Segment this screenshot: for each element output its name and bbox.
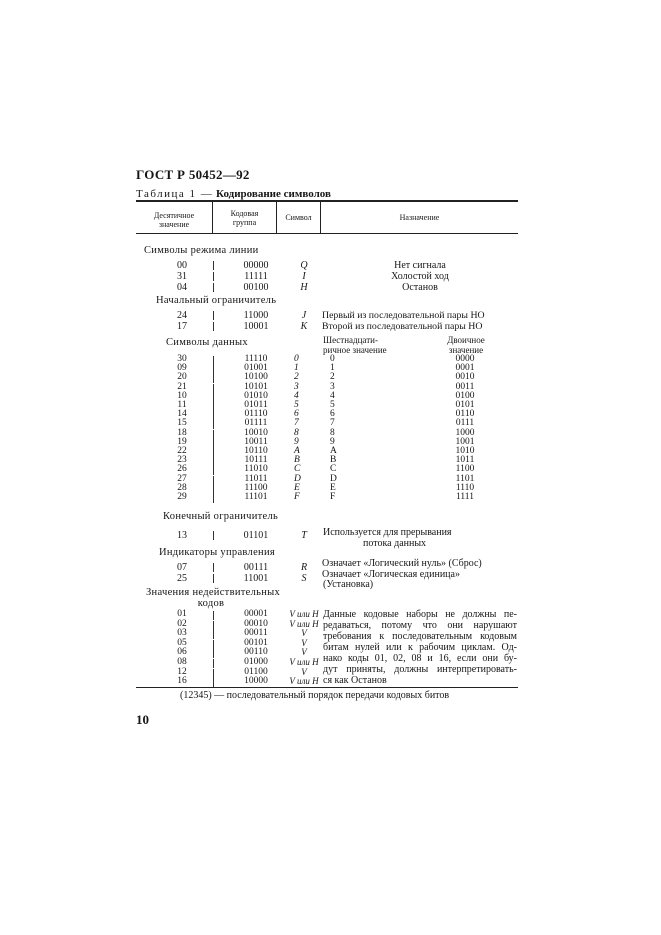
decimal-cell: 28 (177, 482, 187, 493)
code-group-cell: 01001 (244, 363, 268, 374)
header-purpose: Назначение (399, 213, 440, 222)
decimal-cell: 27 (177, 473, 187, 484)
symbol-cell: C (294, 464, 301, 475)
section-invalid-codes: Значения недействительных кодов (146, 587, 281, 609)
description-line: битам нулей или к рабочим циклам. Од- (323, 642, 517, 653)
row-separator-mark (213, 531, 214, 540)
binary-value-cell: 0011 (455, 381, 475, 392)
code-group-cell: 01011 (244, 400, 268, 410)
table-caption-prefix: Таблица 1 — (136, 188, 214, 200)
hex-value-cell: 1 (330, 363, 335, 374)
hex-value-cell: F (330, 492, 336, 502)
top-rule (136, 200, 518, 202)
row-separator-mark (213, 272, 214, 281)
table-row (0, 493, 661, 502)
binary-value-cell: 1101 (455, 473, 475, 484)
code-group-cell: 10010 (244, 427, 268, 438)
row-separator-mark (213, 283, 214, 292)
decimal-cell: 11 (177, 400, 187, 410)
binary-value-cell: 0110 (455, 409, 475, 420)
purpose-cell: Означает «Логический нуль» (Сброс) (322, 558, 482, 569)
table-row (0, 260, 661, 271)
section-control-indicators: Индикаторы управления (159, 547, 275, 558)
code-group-cell: 10101 (244, 381, 268, 392)
purpose-cell: Второй из последовательной пары НО (322, 321, 483, 332)
description-line: требования к последовательным кодовым (323, 631, 517, 642)
decimal-cell: 15 (177, 418, 187, 429)
binary-value-cell: 0100 (455, 390, 475, 401)
decimal-cell: 16 (177, 676, 187, 687)
row-separator-mark (213, 311, 214, 320)
code-group-cell: 00010 (244, 618, 268, 629)
decimal-cell: 07 (177, 562, 187, 573)
table-caption-title: Кодирование символов (216, 188, 331, 200)
code-group-cell: 01111 (244, 418, 268, 429)
table-row (0, 271, 661, 282)
purpose-cell: Останов (402, 282, 438, 293)
code-group-cell: 01010 (244, 390, 268, 401)
code-group-cell: 10011 (244, 436, 268, 447)
code-group-cell: 00100 (243, 282, 269, 293)
symbol-cell: T (301, 530, 307, 541)
code-group-cell: 01101 (243, 530, 269, 541)
purpose-cell: Означает «Логическая единица» (322, 569, 460, 580)
code-group-cell: 11101 (244, 492, 268, 502)
code-group-cell: 11100 (244, 482, 268, 493)
code-group-cell: 00111 (243, 562, 269, 573)
hex-value-cell: B (330, 455, 337, 466)
symbol-cell: 3 (294, 381, 299, 392)
code-group-cell: 10111 (244, 455, 268, 466)
symbol-cell: 8 (294, 427, 299, 438)
binary-value-cell: 0001 (455, 363, 475, 374)
decimal-cell: 00 (177, 260, 187, 271)
symbol-cell: E (294, 482, 300, 493)
hex-value-cell: 2 (330, 372, 335, 383)
decimal-cell: 20 (177, 372, 187, 383)
hex-value-cell: 7 (330, 418, 335, 429)
description-line: ся как Останов (323, 675, 387, 686)
symbol-cell: V (301, 666, 307, 677)
indicator-extra: (Установка) (323, 579, 374, 590)
symbol-cell: V (301, 628, 307, 639)
code-group-cell: 10000 (244, 676, 268, 687)
decimal-cell: 01 (177, 609, 187, 619)
decimal-cell: 17 (177, 321, 187, 332)
decimal-cell: 19 (177, 436, 187, 447)
symbol-cell: 7 (294, 418, 299, 429)
row-separator-mark (213, 574, 214, 583)
binary-value-cell: 1111 (456, 492, 474, 502)
binary-value-cell: 0010 (455, 372, 475, 383)
code-group-cell: 11001 (243, 573, 269, 584)
symbol-cell: V (301, 637, 307, 648)
purpose-cell: Холостой ход (391, 271, 449, 282)
symbol-cell: J (301, 310, 307, 321)
table-row (0, 310, 661, 321)
section-start-delimiter: Начальный ограничитель (156, 295, 277, 306)
header-code-group: Кодовая группа (230, 209, 259, 227)
decimal-cell: 22 (177, 446, 187, 456)
decimal-cell: 26 (177, 464, 187, 475)
hex-value-cell: 0 (330, 354, 335, 364)
hex-value-cell: 4 (330, 390, 335, 401)
decimal-cell: 21 (177, 381, 187, 392)
page-number: 10 (136, 712, 149, 727)
hex-value-cell: 3 (330, 381, 335, 392)
symbol-cell: D (294, 473, 301, 484)
symbol-cell: 0 (294, 354, 299, 364)
hex-value-cell: A (330, 446, 337, 456)
code-group-cell: 10110 (244, 446, 268, 456)
code-group-cell: 00110 (244, 647, 268, 658)
section-data-symbols: Символы данных (166, 337, 248, 348)
decimal-cell: 14 (177, 409, 187, 420)
description-line: редаваться, потому что они нарушают (323, 620, 517, 631)
binary-value-cell: 1001 (455, 436, 475, 447)
symbol-cell: 2 (294, 372, 299, 383)
code-group-cell: 11011 (244, 473, 268, 484)
invalid-codes-description (323, 609, 517, 686)
decimal-cell: 03 (177, 628, 187, 639)
symbol-cell: Q (300, 260, 308, 271)
purpose-line: потока данных (363, 538, 427, 549)
code-group-cell: 01000 (244, 657, 268, 667)
code-group-cell: 01100 (244, 666, 268, 677)
binary-value-cell: 1000 (455, 427, 475, 438)
table-row (0, 282, 661, 293)
binary-value-cell: 0101 (455, 400, 475, 410)
binary-value-cell: 1110 (455, 482, 475, 493)
subheader-hex: Шестнадцати- ричное значение (323, 335, 387, 355)
hex-value-cell: 5 (330, 400, 335, 410)
table-row (0, 321, 661, 332)
code-group-cell: 01110 (244, 409, 268, 420)
code-group-cell: 11010 (244, 464, 268, 475)
description-line: Данные кодовые наборы не должны пе- (323, 609, 517, 620)
decimal-cell: 13 (177, 530, 187, 541)
purpose-cell: Первый из последовательной пары НО (322, 310, 485, 321)
header-decimal: Десятичное значение (153, 211, 195, 229)
description-line: нако коды 01, 02, 08 и 16, если они бу- (323, 653, 517, 664)
decimal-cell: 05 (177, 637, 187, 648)
decimal-cell: 08 (177, 657, 187, 667)
symbol-cell: 5 (294, 400, 299, 410)
row-separator-mark (213, 678, 214, 687)
table-caption (136, 188, 331, 200)
decimal-cell: 18 (177, 427, 187, 438)
decimal-cell: 31 (177, 271, 187, 282)
decimal-cell: 12 (177, 666, 187, 677)
hex-value-cell: 8 (330, 427, 335, 438)
symbol-cell: V или H (289, 609, 319, 619)
symbol-cell: I (302, 271, 306, 282)
decimal-cell: 06 (177, 647, 187, 658)
code-group-cell: 00001 (244, 609, 268, 619)
symbol-cell: F (294, 492, 300, 502)
row-separator-mark (213, 494, 214, 503)
symbol-cell: 9 (294, 436, 299, 447)
table-bottom-rule (136, 687, 518, 688)
decimal-cell: 23 (177, 455, 187, 466)
symbol-cell: 6 (294, 409, 299, 420)
symbol-cell: V (301, 647, 307, 658)
decimal-cell: 04 (177, 282, 187, 293)
hex-value-cell: 9 (330, 436, 335, 447)
decimal-cell: 02 (177, 618, 187, 629)
hex-value-cell: D (330, 473, 337, 484)
decimal-cell: 24 (177, 310, 187, 321)
binary-value-cell: 1010 (455, 446, 475, 456)
code-group-cell: 11111 (244, 271, 268, 282)
row-separator-mark (213, 322, 214, 331)
hex-value-cell: E (330, 482, 336, 493)
symbol-cell: 4 (294, 390, 299, 401)
symbol-cell: 1 (294, 363, 299, 374)
code-group-cell: 00000 (243, 260, 269, 271)
symbol-cell: A (294, 446, 300, 456)
purpose-line: Используется для прерывания (323, 527, 452, 538)
hex-value-cell: C (330, 464, 337, 475)
code-group-cell: 11000 (243, 310, 269, 321)
section-end-delimiter: Конечный ограничитель (163, 511, 279, 522)
footnote: (12345) — последовательный порядок передачи кодовых битов (180, 690, 450, 701)
decimal-cell: 29 (177, 492, 187, 502)
code-group-cell: 10001 (243, 321, 269, 332)
binary-value-cell: 0000 (455, 354, 475, 364)
purpose-cell (323, 527, 517, 549)
hex-value-cell: 6 (330, 409, 335, 420)
header-bottom-rule (136, 233, 518, 234)
decimal-cell: 09 (177, 363, 187, 374)
binary-value-cell: 1100 (455, 464, 475, 475)
binary-value-cell: 0111 (455, 418, 475, 429)
symbol-cell: V или H (289, 657, 319, 667)
symbol-cell: S (301, 573, 307, 584)
document-header: ГОСТ Р 50452—92 (136, 167, 250, 182)
row-separator-mark (213, 563, 214, 572)
decimal-cell: 30 (177, 354, 187, 364)
purpose-cell: Нет сигнала (394, 260, 446, 271)
subheader-binary: Двоичное значение (447, 335, 485, 355)
decimal-cell: 25 (177, 573, 187, 584)
row-separator-mark (213, 261, 214, 270)
description-line: дут приняты, должны интерпретировать- (323, 664, 517, 675)
symbol-cell: H (300, 282, 308, 293)
code-group-cell: 00011 (244, 628, 268, 639)
symbol-cell: V или H (289, 618, 319, 629)
section-line-mode: Символы режима линии (144, 245, 259, 256)
symbol-cell: B (294, 455, 300, 466)
decimal-cell: 10 (177, 390, 187, 401)
binary-value-cell: 1011 (455, 455, 475, 466)
code-group-cell: 10100 (244, 372, 268, 383)
symbol-cell: K (300, 321, 308, 332)
code-group-cell: 00101 (244, 637, 268, 648)
symbol-cell: V или H (289, 676, 319, 687)
symbol-cell: R (300, 562, 308, 573)
code-group-cell: 11110 (244, 354, 268, 364)
header-symbol: Символ (285, 213, 312, 222)
